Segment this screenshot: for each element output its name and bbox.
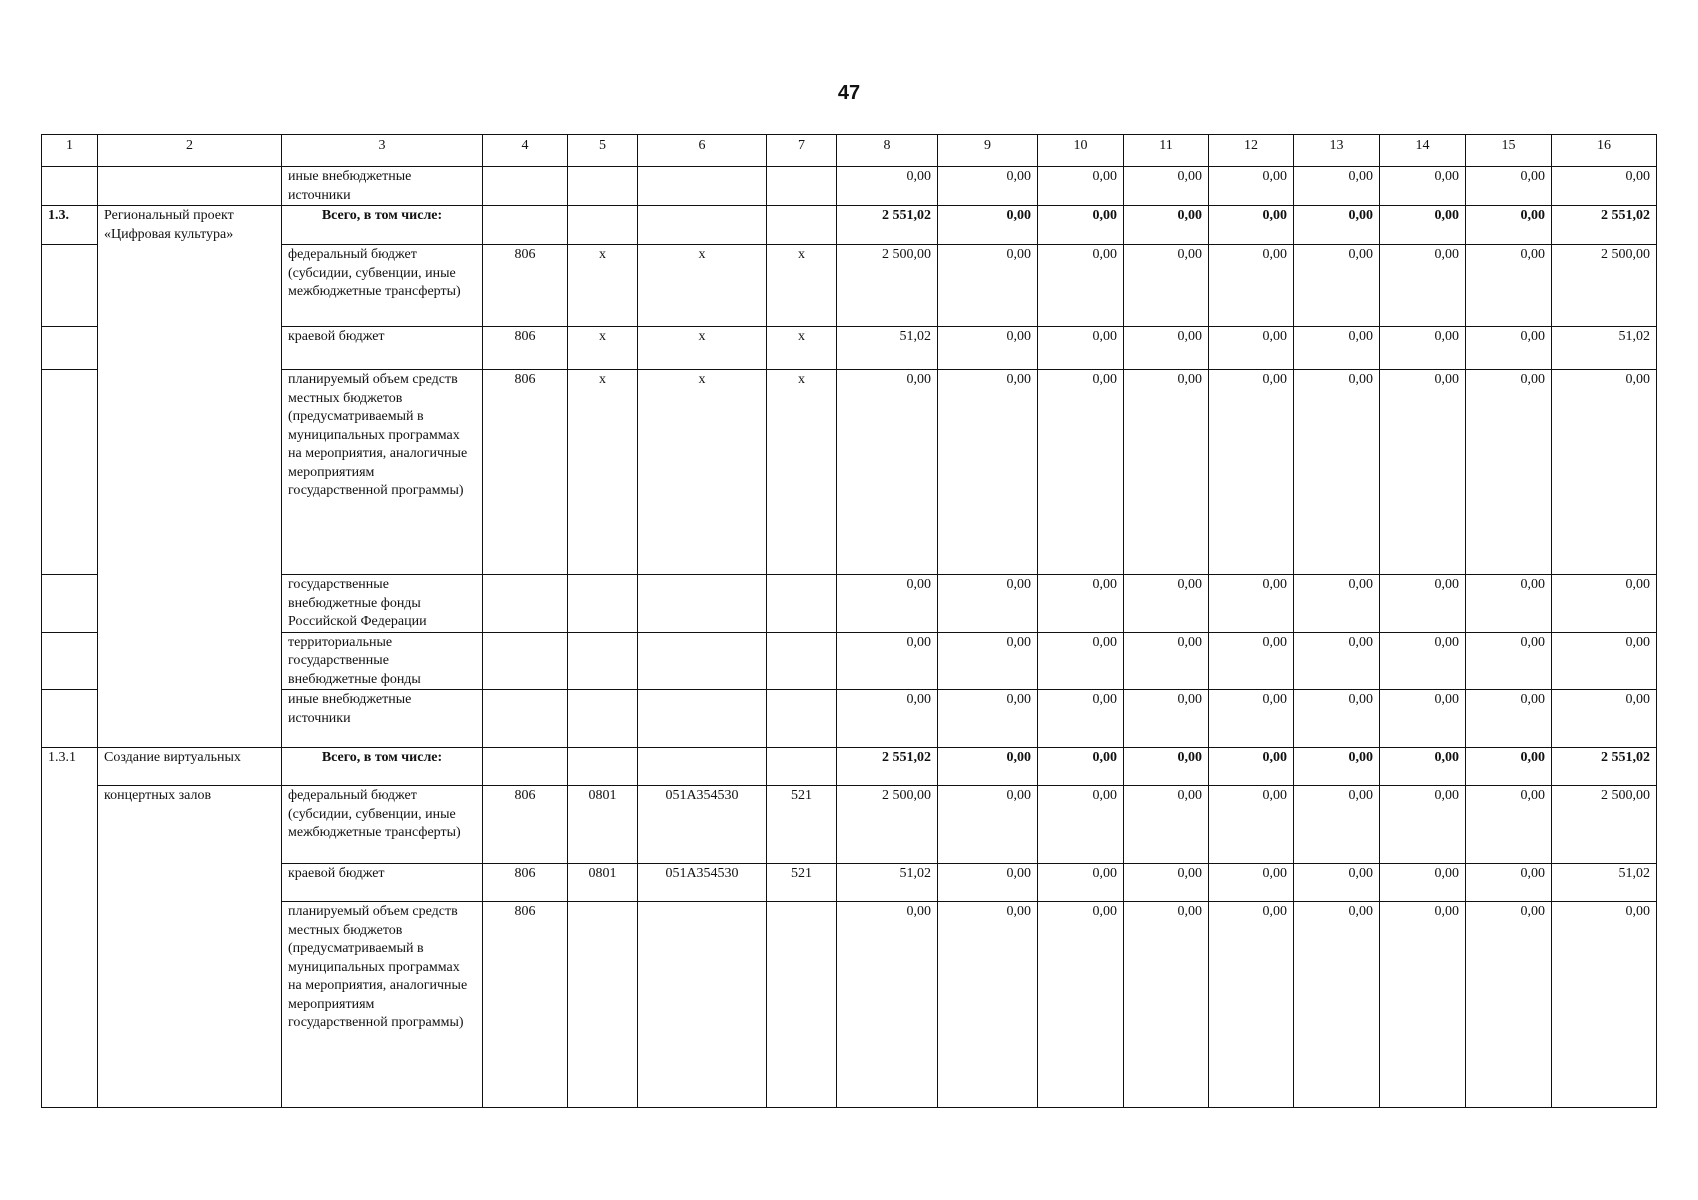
value-cell: 0,00 [1294, 748, 1380, 786]
code-cell [42, 575, 98, 633]
column-header: 1 [42, 135, 98, 167]
funding-source-cell: федеральный бюджет (субсидии, субвенции, иные межбюджетные трансферты) [282, 245, 483, 327]
table-row [42, 370, 1657, 575]
code-c5: x [568, 245, 638, 327]
value-cell: 0,00 [1124, 690, 1209, 748]
value-cell: 0,00 [1209, 575, 1294, 633]
value-cell: 0,00 [1038, 690, 1124, 748]
value-cell: 0,00 [1466, 864, 1552, 902]
value-cell: 2 551,02 [1552, 748, 1657, 786]
value-cell: 0,00 [1038, 864, 1124, 902]
value-cell: 0,00 [1124, 370, 1209, 575]
value-cell: 0,00 [1038, 245, 1124, 327]
code-c4: 806 [483, 786, 568, 864]
code-c4 [483, 575, 568, 633]
funding-source-cell: планируемый объем средств местных бюджетов (предусматриваемый в муниципальных программах на мероприятия, аналогичные мероприятиям государственной программы) [282, 370, 483, 575]
code-c7: x [767, 370, 837, 575]
table-row [42, 748, 1657, 786]
budget-table [41, 134, 1657, 1108]
value-cell: 0,00 [1209, 902, 1294, 1108]
value-cell: 0,00 [1209, 632, 1294, 690]
value-cell: 0,00 [1209, 748, 1294, 786]
code-c6 [638, 206, 767, 245]
value-cell: 0,00 [837, 690, 938, 748]
value-cell: 0,00 [837, 902, 938, 1108]
table-row [42, 575, 1657, 633]
code-c6 [638, 690, 767, 748]
code-c4 [483, 206, 568, 245]
value-cell: 0,00 [1294, 206, 1380, 245]
code-c5 [568, 690, 638, 748]
column-header: 16 [1552, 135, 1657, 167]
value-cell: 0,00 [1380, 690, 1466, 748]
value-cell: 2 500,00 [1552, 786, 1657, 864]
value-cell: 0,00 [1466, 206, 1552, 245]
value-cell: 0,00 [1209, 690, 1294, 748]
value-cell: 0,00 [1038, 786, 1124, 864]
column-header: 13 [1294, 135, 1380, 167]
value-cell: 0,00 [837, 575, 938, 633]
value-cell: 0,00 [1466, 370, 1552, 575]
value-cell: 0,00 [1038, 167, 1124, 206]
code-c7: x [767, 327, 837, 370]
value-cell: 0,00 [1380, 864, 1466, 902]
code-c5 [568, 206, 638, 245]
column-header: 9 [938, 135, 1038, 167]
value-cell: 0,00 [1294, 167, 1380, 206]
column-number-row [42, 135, 1657, 167]
value-cell: 0,00 [1209, 864, 1294, 902]
table-row [42, 167, 1657, 206]
value-cell: 0,00 [1380, 902, 1466, 1108]
value-cell: 0,00 [1124, 245, 1209, 327]
value-cell: 51,02 [1552, 327, 1657, 370]
code-c7: x [767, 245, 837, 327]
column-header: 2 [98, 135, 282, 167]
column-header: 11 [1124, 135, 1209, 167]
value-cell: 0,00 [938, 902, 1038, 1108]
value-cell: 0,00 [1209, 370, 1294, 575]
item-code-cell: 1.3.1 [42, 748, 98, 1108]
value-cell: 0,00 [1209, 245, 1294, 327]
value-cell: 0,00 [1038, 575, 1124, 633]
code-c5 [568, 902, 638, 1108]
value-cell: 0,00 [1209, 167, 1294, 206]
value-cell: 0,00 [1466, 786, 1552, 864]
value-cell: 0,00 [1380, 786, 1466, 864]
value-cell: 0,00 [1124, 632, 1209, 690]
value-cell: 2 551,02 [1552, 206, 1657, 245]
code-c7 [767, 167, 837, 206]
funding-source-cell: государственные внебюджетные фонды Российской Федерации [282, 575, 483, 633]
code-c6 [638, 632, 767, 690]
code-c7 [767, 690, 837, 748]
item-name-cell: Региональный проект «Цифровая культура» [98, 206, 282, 748]
code-c6 [638, 575, 767, 633]
code-c7: 521 [767, 786, 837, 864]
value-cell: 0,00 [1380, 370, 1466, 575]
item-name-cell: Создание виртуальных [98, 748, 282, 786]
page-number: 47 [837, 82, 861, 104]
value-cell: 0,00 [938, 748, 1038, 786]
value-cell: 0,00 [1380, 575, 1466, 633]
value-cell: 0,00 [1552, 690, 1657, 748]
value-cell: 0,00 [1466, 902, 1552, 1108]
value-cell: 0,00 [837, 370, 938, 575]
value-cell: 51,02 [837, 864, 938, 902]
code-c7 [767, 575, 837, 633]
funding-source-cell: краевой бюджет [282, 864, 483, 902]
code-c6: x [638, 327, 767, 370]
column-header: 10 [1038, 135, 1124, 167]
code-c7 [767, 902, 837, 1108]
code-c5: 0801 [568, 786, 638, 864]
value-cell: 0,00 [1466, 327, 1552, 370]
value-cell: 0,00 [1380, 206, 1466, 245]
funding-source-cell: Всего, в том числе: [282, 206, 483, 245]
value-cell: 0,00 [837, 632, 938, 690]
value-cell: 0,00 [837, 167, 938, 206]
code-cell [42, 245, 98, 327]
value-cell: 0,00 [938, 206, 1038, 245]
value-cell: 0,00 [1294, 690, 1380, 748]
code-c4 [483, 748, 568, 786]
value-cell: 0,00 [1294, 575, 1380, 633]
table-row [42, 327, 1657, 370]
value-cell: 0,00 [1038, 370, 1124, 575]
code-c5 [568, 632, 638, 690]
value-cell: 0,00 [1294, 632, 1380, 690]
value-cell: 0,00 [938, 167, 1038, 206]
column-header: 12 [1209, 135, 1294, 167]
value-cell: 0,00 [938, 370, 1038, 575]
value-cell: 0,00 [1552, 902, 1657, 1108]
code-c5: x [568, 327, 638, 370]
column-header: 15 [1466, 135, 1552, 167]
value-cell: 0,00 [1038, 748, 1124, 786]
code-c5: 0801 [568, 864, 638, 902]
item-name-cell: концертных залов [98, 786, 282, 1108]
column-header: 5 [568, 135, 638, 167]
value-cell: 0,00 [1209, 206, 1294, 245]
funding-source-cell: иные внебюджетные источники [282, 690, 483, 748]
value-cell: 0,00 [938, 327, 1038, 370]
code-c5 [568, 748, 638, 786]
value-cell: 0,00 [1124, 206, 1209, 245]
code-cell [42, 690, 98, 748]
funding-source-cell: иные внебюджетные источники [282, 167, 483, 206]
code-c6: x [638, 245, 767, 327]
value-cell: 0,00 [1038, 327, 1124, 370]
value-cell: 0,00 [1466, 632, 1552, 690]
code-c4: 806 [483, 902, 568, 1108]
value-cell: 0,00 [1294, 245, 1380, 327]
value-cell: 0,00 [1552, 167, 1657, 206]
value-cell: 0,00 [1552, 575, 1657, 633]
column-header: 14 [1380, 135, 1466, 167]
column-header: 4 [483, 135, 568, 167]
code-cell [42, 167, 98, 206]
funding-source-cell: краевой бюджет [282, 327, 483, 370]
value-cell: 51,02 [837, 327, 938, 370]
value-cell: 0,00 [938, 245, 1038, 327]
code-c7 [767, 206, 837, 245]
code-c4: 806 [483, 245, 568, 327]
column-header: 7 [767, 135, 837, 167]
value-cell: 0,00 [1124, 167, 1209, 206]
table-row [42, 786, 1657, 864]
code-c5 [568, 575, 638, 633]
code-c4: 806 [483, 327, 568, 370]
value-cell: 0,00 [1124, 786, 1209, 864]
code-cell [42, 632, 98, 690]
value-cell: 0,00 [1124, 748, 1209, 786]
code-c4 [483, 690, 568, 748]
value-cell: 0,00 [1380, 748, 1466, 786]
value-cell: 0,00 [1124, 575, 1209, 633]
value-cell: 0,00 [1294, 327, 1380, 370]
value-cell: 0,00 [938, 690, 1038, 748]
column-header: 8 [837, 135, 938, 167]
value-cell: 2 500,00 [837, 786, 938, 864]
code-c6 [638, 167, 767, 206]
code-c4 [483, 167, 568, 206]
column-header: 3 [282, 135, 483, 167]
item-code-cell: 1.3. [42, 206, 98, 245]
value-cell: 0,00 [1294, 902, 1380, 1108]
table-row [42, 690, 1657, 748]
value-cell: 2 500,00 [837, 245, 938, 327]
code-c6: 051A354530 [638, 786, 767, 864]
table-row [42, 632, 1657, 690]
value-cell: 0,00 [1294, 786, 1380, 864]
value-cell: 0,00 [1380, 245, 1466, 327]
value-cell: 0,00 [1466, 575, 1552, 633]
code-c7 [767, 748, 837, 786]
value-cell: 0,00 [1552, 370, 1657, 575]
value-cell: 2 551,02 [837, 748, 938, 786]
value-cell: 2 500,00 [1552, 245, 1657, 327]
value-cell: 0,00 [1380, 632, 1466, 690]
value-cell: 0,00 [938, 632, 1038, 690]
code-cell [42, 327, 98, 370]
value-cell: 0,00 [1294, 864, 1380, 902]
name-cell [98, 167, 282, 206]
code-c4: 806 [483, 370, 568, 575]
value-cell: 0,00 [1466, 245, 1552, 327]
code-c7 [767, 632, 837, 690]
value-cell: 0,00 [938, 864, 1038, 902]
code-c6 [638, 902, 767, 1108]
value-cell: 0,00 [1038, 902, 1124, 1108]
code-c5: x [568, 370, 638, 575]
value-cell: 0,00 [1038, 206, 1124, 245]
code-c6 [638, 748, 767, 786]
value-cell: 0,00 [1124, 902, 1209, 1108]
code-c7: 521 [767, 864, 837, 902]
value-cell: 0,00 [1466, 167, 1552, 206]
value-cell: 0,00 [1124, 864, 1209, 902]
value-cell: 0,00 [1294, 370, 1380, 575]
value-cell: 0,00 [1209, 786, 1294, 864]
value-cell: 0,00 [1380, 167, 1466, 206]
code-c4: 806 [483, 864, 568, 902]
table-row [42, 245, 1657, 327]
code-cell [42, 370, 98, 575]
code-c6: x [638, 370, 767, 575]
funding-source-cell: планируемый объем средств местных бюджетов (предусматриваемый в муниципальных программах на мероприятия, аналогичные мероприятиям государственной программы) [282, 902, 483, 1108]
code-c4 [483, 632, 568, 690]
funding-source-cell: территориальные государственные внебюджетные фонды [282, 632, 483, 690]
table-row [42, 206, 1657, 245]
value-cell: 0,00 [1466, 748, 1552, 786]
value-cell: 0,00 [1552, 632, 1657, 690]
column-header: 6 [638, 135, 767, 167]
table-row [42, 902, 1657, 1108]
value-cell: 0,00 [1466, 690, 1552, 748]
value-cell: 0,00 [938, 575, 1038, 633]
value-cell: 0,00 [1124, 327, 1209, 370]
value-cell: 0,00 [1380, 327, 1466, 370]
code-c6: 051A354530 [638, 864, 767, 902]
funding-source-cell: федеральный бюджет (субсидии, субвенции, иные межбюджетные трансферты) [282, 786, 483, 864]
table-row [42, 864, 1657, 902]
funding-source-cell: Всего, в том числе: [282, 748, 483, 786]
value-cell: 0,00 [1038, 632, 1124, 690]
value-cell: 2 551,02 [837, 206, 938, 245]
value-cell: 0,00 [1209, 327, 1294, 370]
code-c5 [568, 167, 638, 206]
value-cell: 0,00 [938, 786, 1038, 864]
value-cell: 51,02 [1552, 864, 1657, 902]
